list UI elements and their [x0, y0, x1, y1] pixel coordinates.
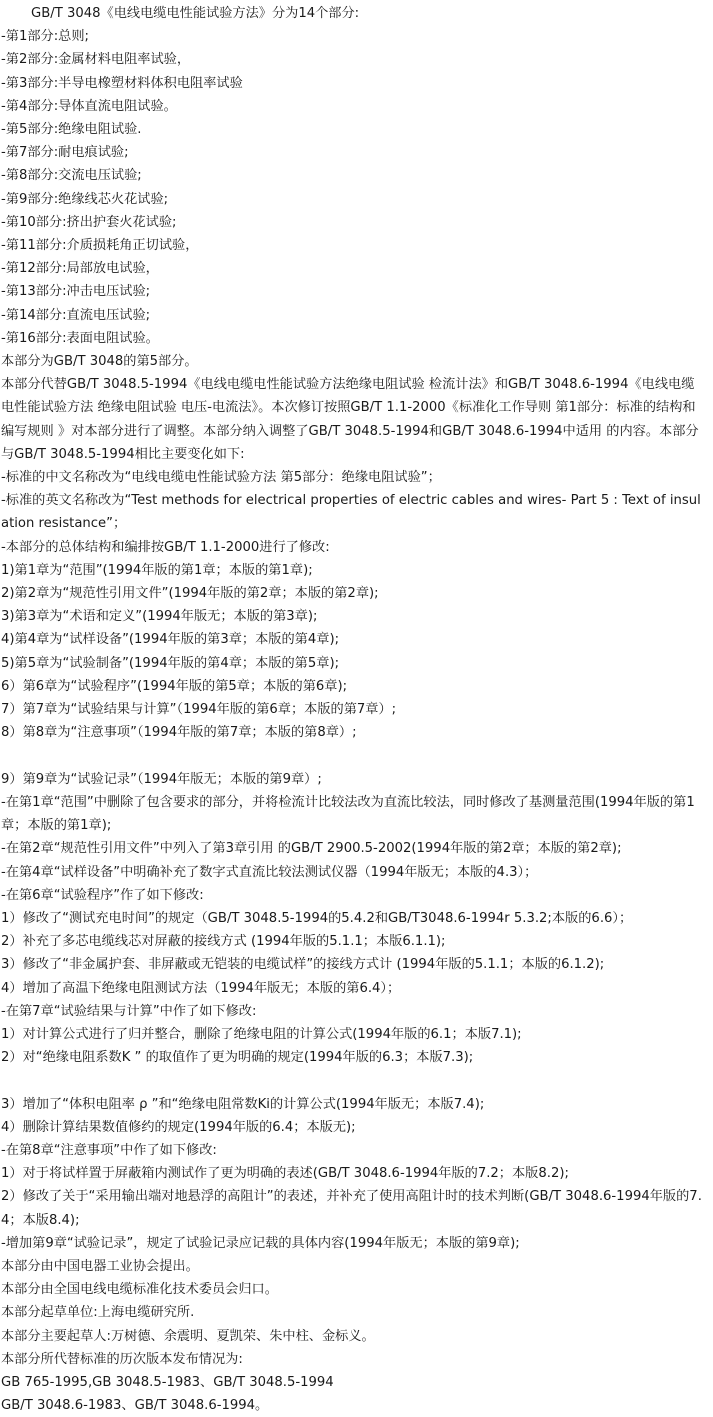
body-line: 本部分起草单位:上海电缆研究所. [1, 1305, 195, 1321]
body-line: -在第6章“试验程序”作了如下修改: [1, 887, 204, 903]
body-line: -增加第9章“试验记录”，规定了试验记录应记载的具体内容(1994年版无；本版的第9章); [1, 1235, 520, 1251]
body-line: GB/T 3048.6-1983、GB/T 3048.6-1994。 [1, 1398, 269, 1414]
blank-line [1, 1069, 707, 1092]
parts-list [1, 25, 707, 350]
part-item: -第3部分:半导电橡塑材料体积电阻率试验 [1, 75, 243, 91]
part-item: -第10部分:挤出护套火花试验; [1, 214, 177, 230]
part-item: -第2部分:金属材料电阻率试验， [1, 52, 191, 68]
part-item: -第12部分:局部放电试验， [1, 261, 159, 277]
body-line: 本部分代替GB/T 3048.5-1994《电线电缆电性能试验方法绝缘电阻试验 检流计法》和GB/T 3048.6-1994《电线电缆电性能试验方法 绝缘电阻试验 电压-电流法》。本次修订按照GB/T 1.1-2000《标准化工作导则 第1部分：标准的结构和编写规则 》对本部分进行了调整。本部分纳入调整了GB/T 3048.5-1994和GB/T 3048.6-1994中适用 的内容。本部分与GB/T 3048.5-1994相比主要变化如下: [1, 377, 699, 462]
body-line: 1）对于将试样置于屏蔽箱内测试作了更为明确的表述(GB/T 3048.6-1994年版的7.2；本版8.2); [1, 1166, 569, 1182]
body-line: 本部分为GB/T 3048的第5部分。 [1, 354, 198, 370]
part-item: -第5部分:绝缘电阻试验. [1, 122, 142, 138]
body-line: 本部分所代替标准的历次版本发布情况为: [1, 1351, 243, 1367]
body-line: 9）第9章为“试验记录”（1994年版无；本版的第9章）; [1, 771, 322, 787]
part-item: -第8部分:交流电压试验; [1, 168, 142, 184]
blank-line [1, 745, 707, 768]
body-line: 4)第4章为“试样设备”(1994年版的第3章；本版的第4章); [1, 632, 340, 648]
body-line: -在第2章“规范性引用文件”中列入了第3章引用 的GB/T 2900.5-2002(1994年版的第2章；本版的第2章); [1, 841, 622, 857]
body-line: 8）第8章为“注意事项”（1994年版的第7章；本版的第8章）; [1, 725, 357, 741]
body-line: 3）修改了“非金属护套、非屏蔽或无铠装的电缆试样”的接线方式计 (1994年版的5.1.1；本版的6.1.2); [1, 957, 605, 973]
part-item: -第14部分:直流电压试验; [1, 307, 151, 323]
body-line: 1）对计算公式进行了归并整合，删除了绝缘电阻的计算公式(1994年版的6.1；本版7.1); [1, 1026, 522, 1042]
body-line: GB 765-1995,GB 3048.5-1983、GB/T 3048.5-1994 [1, 1374, 334, 1390]
body-line: 7）第7章为“试验结果与计算”（1994年版的第6章；本版的第7章）; [1, 702, 397, 718]
body-line: 6）第6章为“试验程序”(1994年版的第5章；本版的第6章); [1, 678, 348, 694]
body-line: 1）修改了“测试充电时间”的规定（GB/T 3048.5-1994的5.4.2和GB/T3048.6-1994r 5.3.2;本版的6.6）； [1, 910, 633, 926]
part-item: -第1部分:总则; [1, 29, 89, 45]
body-line: 4）删除计算结果数值修约的规定(1994年版的6.4；本版无); [1, 1119, 356, 1135]
part-item: -第9部分:绝缘线芯火花试验; [1, 191, 169, 207]
body-line: 3)第3章为“术语和定义”(1994年版无；本版的第3章); [1, 609, 318, 625]
body-line: -在第8章“注意事项”中作了如下修改: [1, 1142, 217, 1158]
body-line: 1)第1章为“范围”(1994年版的第1章；本版的第1章); [1, 562, 313, 578]
body-line: 本部分由全国电线电缆标准化技术委员会归口。 [1, 1282, 278, 1298]
part-item: -第11部分:介质损耗角正切试验， [1, 238, 199, 254]
body-line: -标准的中文名称改为“电线电缆电性能试验方法 第5部分：绝缘电阻试验”； [1, 470, 441, 486]
body-line: 本部分由中国电器工业协会提出。 [1, 1258, 199, 1274]
body-line: -标准的英文名称改为“Test methods for electrical properties of electric cables and wires- Part 5 : Text of insulation resistance”； [1, 493, 701, 532]
part-item: -第4部分:导体直流电阻试验。 [1, 98, 177, 114]
part-item: -第7部分:耐电痕试验; [1, 145, 129, 161]
part-item: -第16部分:表面电阻试验。 [1, 330, 159, 346]
body-line: -本部分的总体结构和编排按GB/T 1.1-2000进行了修改: [1, 539, 330, 555]
intro-line: GB/T 3048《电线电缆电性能试验方法》分为14个部分: [31, 6, 360, 21]
body-line: 4）增加了高温下绝缘电阻测试方法（1994年版无；本版的第6.4）； [1, 980, 401, 996]
body-line: 2）补充了多芯电缆线芯对屏蔽的接线方式 (1994年版的5.1.1；本版6.1.1); [1, 934, 446, 950]
body-text [1, 350, 707, 1417]
body-line: -在第7章“试验结果与计算”中作了如下修改: [1, 1003, 257, 1019]
body-line: 3）增加了“体积电阻率 ρ ”和“绝缘电阻常数Ki的计算公式(1994年版无；本版7.4); [1, 1096, 485, 1112]
body-line: -在第4章“试样设备”中明确补充了数字式直流比较法测试仪器（1994年版无；本版的4.3）； [1, 864, 538, 880]
body-line: 2）修改了关于“采用输出端对地悬浮的高阻计”的表述，并补充了使用高阻计时的技术判断(GB/T 3048.6-1994年版的7.4；本版8.4); [1, 1189, 702, 1228]
part-item: -第13部分:冲击电压试验; [1, 284, 151, 300]
body-line: 本部分主要起草人:万树德、余震明、夏凯荣、朱中柱、金标义。 [1, 1328, 375, 1344]
body-line: 5)第5章为“试验制备”(1994年版的第4章；本版的第5章); [1, 655, 340, 671]
body-line: -在第1章“范围”中删除了包含要求的部分，并将检流计比较法改为直流比较法，同时修改了基测量范围(1994年版的第1章；本版的第1章); [1, 794, 695, 834]
body-line: 2)第2章为“规范性引用文件”(1994年版的第2章；本版的第2章); [1, 586, 379, 602]
body-line: 2）对“绝缘电阻系数K ” 的取值作了更为明确的规定(1994年版的6.3；本版7.3); [1, 1050, 474, 1066]
